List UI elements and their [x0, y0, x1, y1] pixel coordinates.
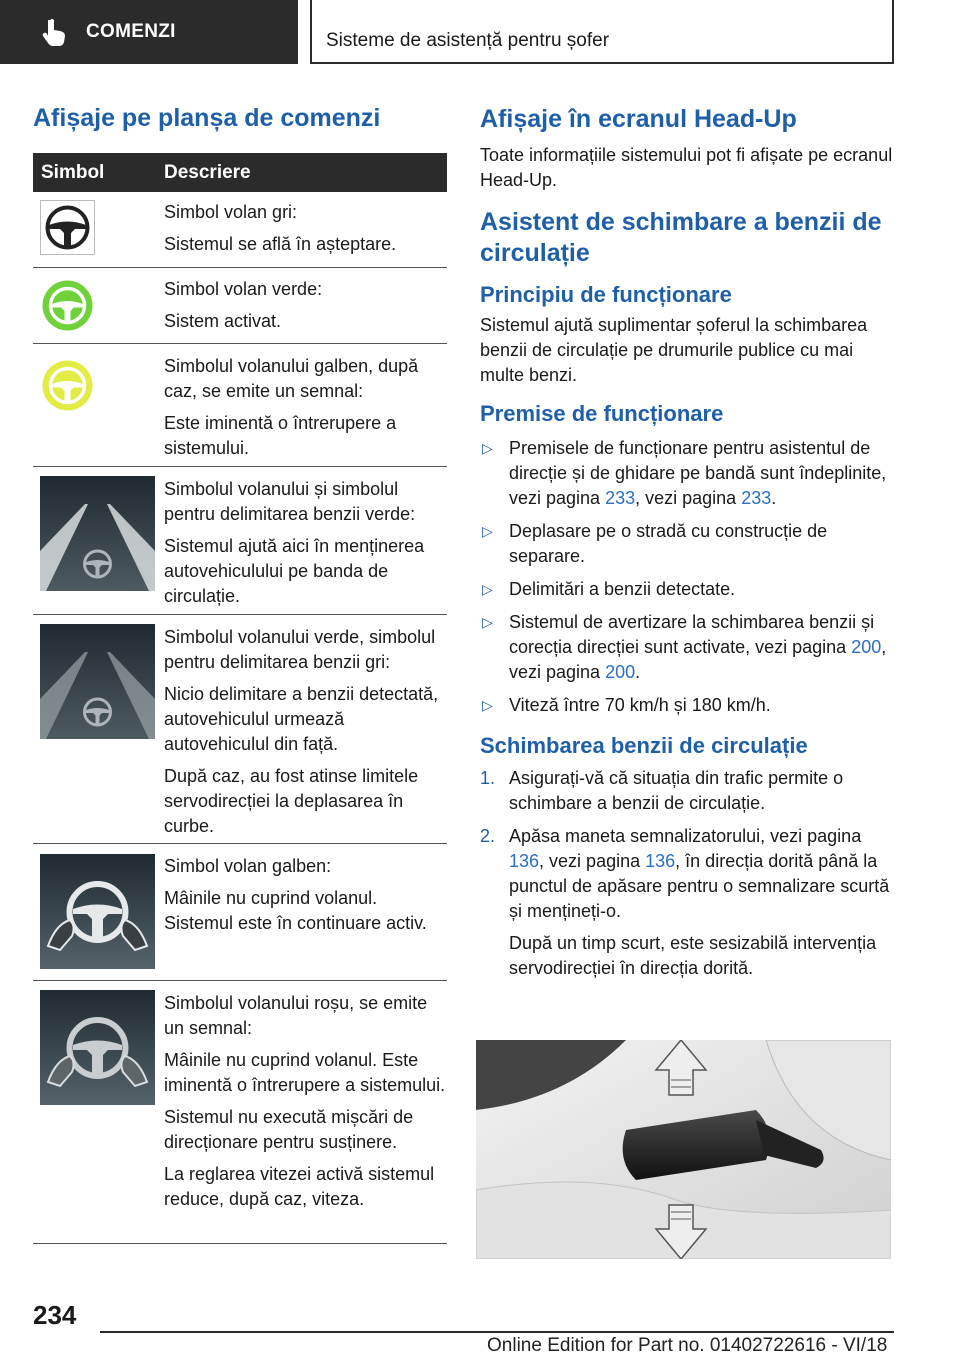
list-item: ▷ Sistemul de avertizare la schimbarea benzii și corecția direcției sunt activate, vezi pagina 200, vezi pagina 200.	[482, 612, 887, 682]
column-header-symbol: Simbol	[41, 162, 105, 183]
page-link[interactable]: 233	[741, 488, 772, 508]
list-item: ▷ Deplasare pe o stradă cu construcție de separare.	[482, 521, 828, 566]
page-link[interactable]: 200	[851, 637, 882, 657]
right-column	[480, 104, 900, 989]
lane-steering-gray-icon	[40, 624, 155, 739]
row-description: Simbolul volanului galben, după caz, se emite un semnal: Este iminentă o întrerupere a sistemului.	[164, 356, 419, 458]
page-link[interactable]: 136	[645, 851, 676, 871]
pointing-hand-icon	[42, 18, 68, 46]
table-header	[33, 153, 447, 192]
row-description: Simbolul volanului și simbolul pentru delimitarea benzii verde: Sistemul ajută aici în menținerea autovehiculului pe banda de circulație.	[164, 479, 425, 606]
page-link[interactable]: 233	[605, 488, 636, 508]
step-item: 1. Asigurați-vă că situația din trafic permite o schimbare a benzii de circulație.	[480, 768, 844, 813]
section-title: Sisteme de asistență pentru șofer	[326, 30, 610, 51]
hands-on-wheel-yellow-icon	[40, 854, 155, 969]
steering-wheel-yellow-icon	[40, 358, 95, 413]
heading-prerequisites: Premise de funcționare	[480, 401, 724, 426]
row-description: Simbolul volanului verde, simbolul pentru delimitarea benzii gri: Nicio delimitare a benzii detectată, autovehiculul urmează autovehiculul din față. După caz, au fost atinse limitele servodirecției la deplasarea în curbe.	[164, 627, 439, 836]
row-description: Simbol volan gri: Sistemul se află în așteptare.	[164, 202, 397, 254]
table-row	[33, 192, 447, 268]
row-description: Simbol volan galben: Mâinile nu cuprind volanul. Sistemul este în continuare activ.	[164, 856, 427, 933]
paragraph-principle: Sistemul ajută suplimentar șoferul la schimbarea benzii de circulație pe drumurile publice cu mai multe benzi.	[480, 315, 868, 385]
paragraph-head-up: Toate informațiile sistemului pot fi afișate pe ecranul Head-Up.	[480, 145, 893, 190]
footer-divider	[100, 1331, 894, 1333]
chapter-tab-label: COMENZI	[86, 21, 176, 42]
table-row	[33, 344, 447, 467]
table-row	[33, 615, 447, 844]
list-item: ▷ Delimitări a benzii detectate.	[482, 579, 736, 599]
row-description: Simbol volan verde: Sistem activat.	[164, 279, 323, 331]
section-header	[310, 0, 894, 64]
edition-info: Online Edition for Part no. 01402722616 - VI/18	[487, 1335, 888, 1356]
heading-principle: Principiu de funcționare	[480, 282, 732, 307]
heading-head-up: Afișaje în ecranul Head-Up	[480, 105, 797, 133]
list-item: ▷ Premisele de funcționare pentru asistentul de direcție și de ghidare pe bandă sunt îndeplinite, vezi pagina 233, vezi pagina 233.	[482, 438, 887, 508]
left-heading: Afișaje pe planșa de comenzi	[33, 104, 381, 132]
table-row	[33, 981, 447, 1244]
table-row	[33, 844, 447, 981]
lane-steering-green-icon	[40, 476, 155, 591]
turn-signal-lever-illustration	[476, 1040, 891, 1259]
table-row	[33, 467, 447, 615]
heading-lane-change-steps: Schimbarea benzii de circulație	[480, 733, 808, 758]
row-description: Simbolul volanului roșu, se emite un semnal: Mâinile nu cuprind volanul. Este iminentă o întrerupere a sistemului. Sistemul nu execută mișcări de direcționare pentru susținere. La reglarea vitezei activă sistemul reduce, după caz, viteza.	[164, 993, 446, 1209]
page-number: 234	[33, 1300, 77, 1330]
page-link[interactable]: 200	[605, 662, 636, 682]
table-row	[33, 268, 447, 344]
page-link[interactable]: 136	[509, 851, 540, 871]
column-header-description: Descriere	[164, 162, 251, 183]
symbol-table	[33, 153, 447, 1244]
steering-wheel-green-icon	[40, 278, 95, 333]
list-item: ▷ Viteză între 70 km/h și 180 km/h.	[482, 695, 771, 715]
hands-on-wheel-red-icon	[40, 990, 155, 1105]
steering-wheel-gray-icon	[40, 200, 95, 255]
heading-lane-change: Asistent de schimbare a benzii de circulație	[480, 208, 882, 267]
step-item: 2. Apăsa maneta semnalizatorului, vezi pagina 136, vezi pagina 136, în direcția dorită până la punctul de apăsare pentru o semnalizare scurtă și mențineți-o. După un timp scurt, este sesizabilă intervenția servodirecției în direcția dorită.	[480, 826, 890, 978]
header-tab[interactable]	[0, 0, 298, 64]
